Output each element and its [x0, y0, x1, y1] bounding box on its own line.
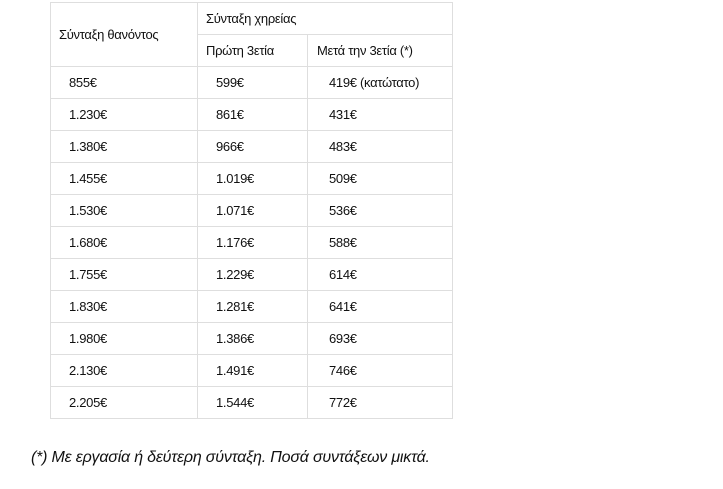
- cell-after-three-years: 772€: [308, 387, 453, 419]
- cell-first-three-years: 599€: [198, 67, 308, 99]
- cell-first-three-years: 1.071€: [198, 195, 308, 227]
- pension-table: [50, 2, 453, 419]
- footnote: (*) Με εργασία ή δεύτερη σύνταξη. Ποσά συντάξεων μικτά.: [31, 449, 430, 466]
- cell-first-three-years: 1.491€: [198, 355, 308, 387]
- cell-deceased-pension: 1.455€: [51, 163, 198, 195]
- cell-first-three-years: 1.544€: [198, 387, 308, 419]
- cell-after-three-years: 588€: [308, 227, 453, 259]
- pension-table-container: [50, 2, 453, 419]
- cell-first-three-years: 1.019€: [198, 163, 308, 195]
- cell-deceased-pension: 1.230€: [51, 99, 198, 131]
- table-row: [51, 323, 453, 355]
- table-row: [51, 131, 453, 163]
- table-row: [51, 99, 453, 131]
- table-row: [51, 195, 453, 227]
- cell-deceased-pension: 1.680€: [51, 227, 198, 259]
- cell-first-three-years: 966€: [198, 131, 308, 163]
- cell-after-three-years: 746€: [308, 355, 453, 387]
- cell-after-three-years: 693€: [308, 323, 453, 355]
- header-after-three-years: Μετά την 3ετία (*): [308, 35, 453, 67]
- cell-first-three-years: 1.386€: [198, 323, 308, 355]
- cell-after-three-years: 536€: [308, 195, 453, 227]
- table-row: [51, 291, 453, 323]
- cell-first-three-years: 1.281€: [198, 291, 308, 323]
- cell-first-three-years: 1.176€: [198, 227, 308, 259]
- cell-after-three-years: 419€ (κατώτατο): [308, 67, 453, 99]
- cell-deceased-pension: 2.130€: [51, 355, 198, 387]
- cell-deceased-pension: 2.205€: [51, 387, 198, 419]
- header-widow-pension: Σύνταξη χηρείας: [198, 3, 453, 35]
- cell-after-three-years: 641€: [308, 291, 453, 323]
- cell-deceased-pension: 1.530€: [51, 195, 198, 227]
- cell-after-three-years: 614€: [308, 259, 453, 291]
- table-row: [51, 163, 453, 195]
- table-row: [51, 387, 453, 419]
- cell-after-three-years: 509€: [308, 163, 453, 195]
- cell-first-three-years: 861€: [198, 99, 308, 131]
- cell-deceased-pension: 1.980€: [51, 323, 198, 355]
- cell-deceased-pension: 1.830€: [51, 291, 198, 323]
- cell-after-three-years: 431€: [308, 99, 453, 131]
- cell-first-three-years: 1.229€: [198, 259, 308, 291]
- cell-after-three-years: 483€: [308, 131, 453, 163]
- cell-deceased-pension: 1.380€: [51, 131, 198, 163]
- header-deceased-pension: Σύνταξη θανόντος: [51, 3, 198, 67]
- cell-deceased-pension: 1.755€: [51, 259, 198, 291]
- table-row: [51, 67, 453, 99]
- header-first-three-years: Πρώτη 3ετία: [198, 35, 308, 67]
- cell-deceased-pension: 855€: [51, 67, 198, 99]
- table-body: [51, 67, 453, 419]
- table-row: [51, 355, 453, 387]
- table-row: [51, 259, 453, 291]
- table-row: [51, 227, 453, 259]
